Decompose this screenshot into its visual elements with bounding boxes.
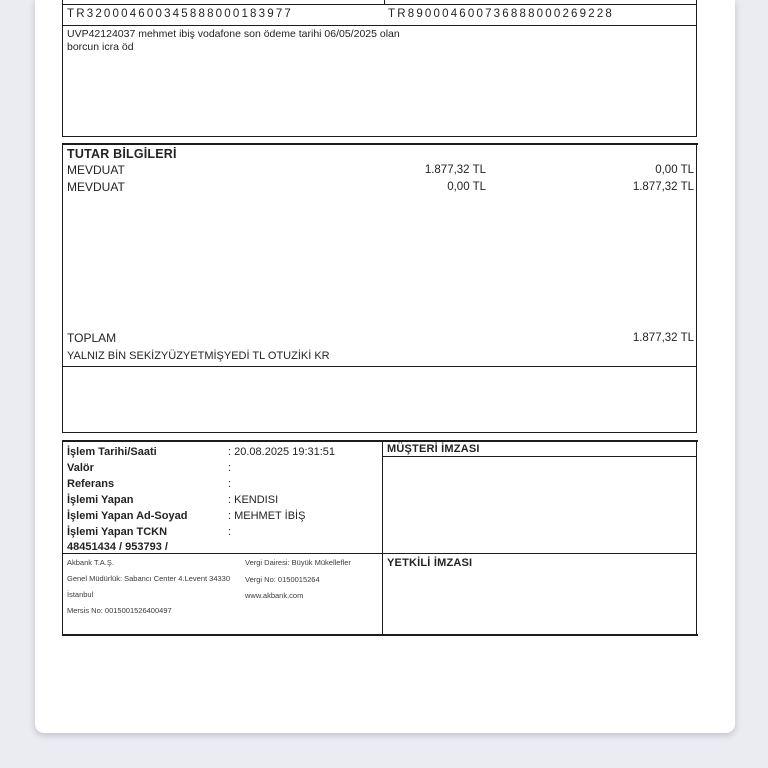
transaction-value: : KENDISI: [228, 494, 279, 506]
branch-code: 48451434 / 953793 /: [67, 541, 168, 553]
amounts-section-title: TUTAR BİLGİLERİ: [67, 147, 177, 161]
amount-row-credit: 0,00 TL: [655, 164, 694, 176]
transaction-label: İşlemi Yapan: [67, 494, 134, 506]
bank-headquarters: Genel Müdürlük: Sabancı Center 4.Levent 34330: [67, 574, 231, 583]
bank-tax-no: Vergi No: 0150015264: [245, 575, 320, 584]
transaction-label: İşlem Tarihi/Saati: [67, 446, 157, 458]
bottom-table-left-border: [62, 440, 63, 636]
amount-row-debit: 1.877,32 TL: [424, 164, 486, 176]
transaction-value: : 20.08.2025 19:31:51: [228, 446, 336, 458]
transaction-label: İşlemi Yapan Ad-Soyad: [67, 510, 188, 522]
transaction-label: İşlemi Yapan TCKN: [67, 526, 168, 538]
bottom-table-bottom-border: [62, 634, 698, 636]
amounts-table-right-border: [696, 143, 697, 433]
amounts-table-bottom-border: [62, 432, 697, 433]
bank-mersis-no: Mersis No: 0015001526400497: [67, 606, 172, 615]
bank-name: Akbank T.A.Ş.: [67, 558, 114, 567]
footer-row-top-border: [62, 553, 697, 554]
transaction-label: Valör: [67, 462, 94, 474]
transaction-value: :: [228, 478, 232, 490]
signature-column-divider: [382, 440, 383, 636]
bank-city: İstanbul: [67, 590, 94, 599]
receiver-iban: TR890004600736888000269228: [388, 8, 615, 20]
transaction-description-line1: UVP42124037 mehmet ibiş vodafone son ödeme tarihi 06/05/2025 olan: [67, 28, 400, 40]
upper-table-bottom-border: [62, 136, 697, 137]
upper-table-right-border: [696, 0, 697, 137]
amounts-table-left-border: [62, 143, 63, 433]
customer-signature-title: MÜŞTERİ İMZASI: [387, 443, 480, 455]
amount-in-words: YALNIZ BİN SEKİZYÜZYETMİŞYEDİ TL OTUZİKİ KR: [67, 350, 330, 362]
transaction-description-line2: borcun icra öd: [67, 41, 134, 53]
upper-table-left-border: [62, 0, 63, 137]
amounts-table-top-border: [62, 143, 698, 145]
transaction-label: Referans: [67, 478, 115, 490]
amount-row-label: MEVDUAT: [67, 180, 125, 194]
sender-iban: TR320004600345888000183977: [67, 8, 294, 20]
amount-words-bottom-border: [62, 366, 697, 367]
amount-row-label: MEVDUAT: [67, 163, 125, 177]
transaction-value: :: [228, 462, 232, 474]
bank-tax-office: Vergi Dairesi: Büyük Mükellefler: [245, 558, 351, 567]
amount-row-credit: 1.877,32 TL: [632, 181, 694, 193]
iban-row-bottom-border: [62, 25, 697, 26]
bank-website: www.akbank.com: [245, 591, 304, 600]
cutoff-row-bottom-border: [62, 4, 697, 5]
cutoff-row-column-divider: [384, 0, 385, 4]
bottom-table-top-border: [62, 440, 698, 442]
transaction-value: : MEHMET İBİŞ: [228, 510, 306, 522]
amount-row-debit: 0,00 TL: [447, 181, 486, 193]
customer-signature-underline: [383, 456, 696, 457]
total-label: TOPLAM: [67, 331, 117, 345]
total-value: 1.877,32 TL: [632, 332, 694, 344]
bottom-table-right-border: [696, 440, 697, 636]
authorized-signature-title: YETKİLİ İMZASI: [387, 557, 473, 569]
transaction-value: :: [228, 526, 232, 538]
receipt-paper: [35, 0, 735, 733]
